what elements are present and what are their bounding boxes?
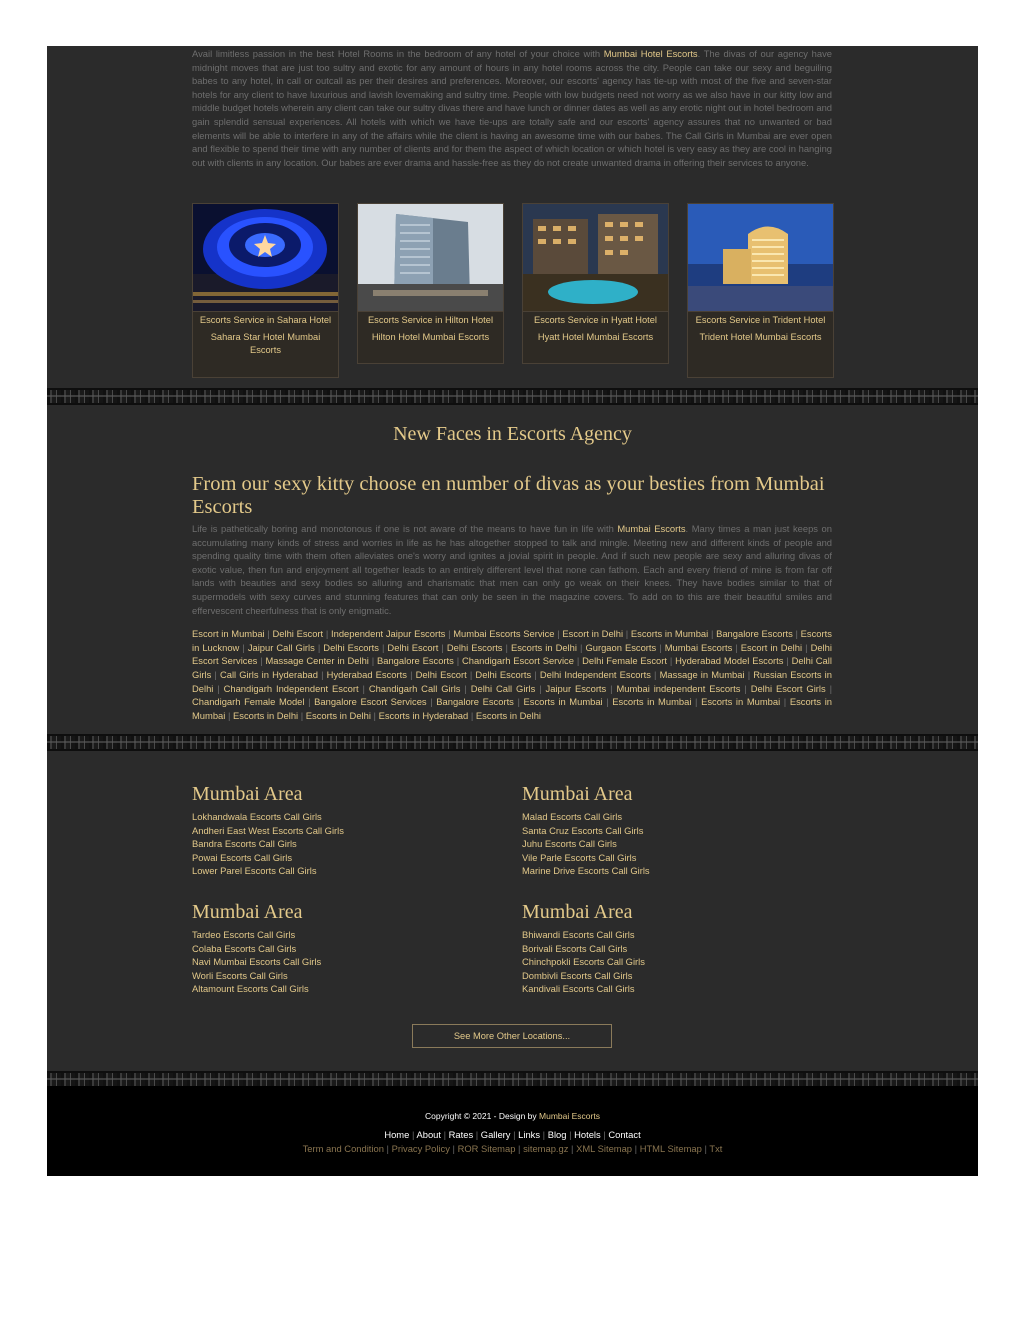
link-separator: | [744, 668, 754, 680]
footer-legal-link[interactable]: Privacy Policy [391, 1143, 450, 1154]
area-link[interactable]: Dombivli Escorts Call Girls [522, 969, 633, 981]
hotel-card-sahara[interactable] [192, 203, 339, 378]
link-separator: | [468, 709, 476, 721]
tag-links [192, 627, 832, 722]
footer-legal-link[interactable]: Txt [709, 1143, 723, 1154]
copyright-link[interactable]: Mumbai Escorts [539, 1111, 600, 1121]
tag-link[interactable]: Escorts in Mumbai [192, 696, 832, 721]
area-block-3 [192, 900, 492, 996]
hotel-card-trident[interactable] [687, 203, 834, 378]
sahara-hotel-image[interactable] [193, 204, 338, 312]
footer-legal-link[interactable]: ROR Sitemap [457, 1143, 516, 1154]
link-separator: | [257, 655, 266, 667]
intro-section [192, 47, 832, 169]
link-separator: | [792, 628, 801, 640]
tag-link[interactable]: Escorts in Mumbai [523, 696, 603, 708]
tag-link[interactable]: Escorts in Hyderabad [378, 709, 469, 721]
area-link[interactable]: Altamount Escorts Call Girls [192, 983, 309, 995]
link-separator: | [780, 696, 790, 708]
hilton-hotel-image[interactable] [358, 204, 503, 312]
hotel-card-subtitle[interactable]: Sahara Star Hotel Mumbai Escorts [210, 331, 321, 356]
hotel-card-title[interactable]: Escorts Service in Hilton Hotel [367, 315, 494, 325]
tag-link[interactable]: Delhi Escorts [475, 668, 532, 680]
link-separator: | [606, 682, 617, 694]
tag-link[interactable]: Hyderabad Escorts [326, 668, 407, 680]
link-separator: | [701, 1143, 710, 1154]
link-separator: | [239, 641, 248, 653]
link-separator: | [323, 628, 332, 640]
tag-link[interactable]: Escorts in Delhi [475, 709, 542, 721]
tag-link[interactable]: Delhi Independent Escorts [539, 668, 651, 680]
area-link[interactable]: Worli Escorts Call Girls [192, 969, 288, 981]
hotel-card-subtitle[interactable]: Hilton Hotel Mumbai Escorts [371, 331, 490, 342]
link-separator: | [708, 628, 717, 640]
link-separator: | [623, 628, 631, 640]
link-separator: | [225, 709, 233, 721]
area-link[interactable]: Santa Cruz Escorts Call Girls [522, 824, 644, 836]
link-separator: | [314, 641, 324, 653]
hotel-card-hilton[interactable] [357, 203, 504, 364]
tag-link[interactable]: Bangalore Escorts [716, 628, 793, 640]
footer-nav [47, 1129, 978, 1140]
tag-link[interactable]: Chandigarh Escort Service [461, 655, 574, 667]
hotel-cards [192, 203, 832, 378]
link-separator: | [535, 682, 546, 694]
tag-link[interactable]: Chandigarh Call Girls [368, 682, 461, 694]
trident-hotel-image[interactable] [688, 204, 833, 312]
new-faces-heading: New Faces in Escorts Agency [393, 423, 632, 445]
tag-link[interactable]: Escorts in Lucknow [192, 628, 832, 653]
footer-nav-link[interactable]: Blog [547, 1129, 567, 1140]
tag-link[interactable]: Jaipur Escorts [545, 682, 607, 694]
new-faces-text: Life is pathetically boring and monotonous if one is not aware of the means to have fun in life with [192, 523, 618, 534]
link-separator: | [502, 641, 511, 653]
link-separator: | [211, 668, 220, 680]
link-separator: | [515, 1143, 524, 1154]
see-more-locations-button[interactable]: See More Other Locations... [412, 1024, 612, 1048]
link-separator: | [406, 668, 416, 680]
tag-link[interactable]: Delhi Female Escort [582, 655, 667, 667]
tag-link[interactable]: Delhi Escort Services [192, 641, 832, 667]
tag-link[interactable]: Escorts in Delhi [510, 641, 577, 653]
footer-nav-link[interactable]: Home [384, 1129, 410, 1140]
mumbai-escorts-link[interactable]: Mumbai Escorts [617, 523, 686, 534]
link-separator: | [449, 1143, 458, 1154]
area-link[interactable]: Juhu Escorts Call Girls [522, 838, 617, 850]
link-separator: | [540, 1129, 548, 1140]
link-separator: | [632, 1143, 640, 1154]
link-separator: | [453, 655, 462, 667]
new-faces-paragraph [192, 522, 832, 617]
link-separator: | [473, 1129, 481, 1140]
link-separator: | [358, 682, 369, 694]
tag-link[interactable]: Escort in Mumbai [192, 628, 265, 640]
tag-link[interactable]: Massage Center in Delhi [265, 655, 369, 667]
tag-link[interactable]: Escorts in Mumbai [612, 696, 692, 708]
copyright-text: Copyright © 2021 - Design by [425, 1111, 540, 1121]
area-heading: Mumbai Area [522, 783, 633, 805]
tag-link[interactable]: Escorts in Mumbai [630, 628, 709, 640]
footer-nav-link[interactable]: Rates [448, 1129, 474, 1140]
area-link[interactable]: Vile Parle Escorts Call Girls [522, 851, 637, 863]
tag-link[interactable]: Gurgaon Escorts [585, 641, 657, 653]
link-separator: | [317, 668, 327, 680]
link-separator: | [304, 696, 315, 708]
link-separator: | [576, 641, 586, 653]
copyright [47, 1111, 978, 1121]
tag-link[interactable]: Massage in Mumbai [659, 668, 745, 680]
link-separator: | [445, 628, 454, 640]
link-separator: | [783, 655, 792, 667]
intro-paragraph [192, 47, 832, 169]
link-separator: | [740, 682, 751, 694]
tag-link[interactable]: Mumbai independent Escorts [616, 682, 741, 694]
link-separator: | [825, 682, 833, 694]
tag-link[interactable]: Russian Escorts in Delhi [192, 668, 832, 694]
link-separator: | [568, 1143, 577, 1154]
area-link[interactable]: Lower Parel Escorts Call Girls [192, 865, 317, 877]
link-separator: | [298, 709, 306, 721]
hotel-card-hyatt[interactable] [522, 203, 669, 364]
area-link[interactable]: Borivali Escorts Call Girls [522, 942, 628, 954]
hotel-card-subtitle[interactable]: Trident Hotel Mumbai Escorts [699, 331, 822, 342]
link-separator: | [460, 682, 471, 694]
new-faces-text-end: . Many times a man just keeps on accumulating many kinds of stress and worries in life as he has altogether stopped to talk and mingle. Meeting new and different kinds of people and spending quality time with them often alleviates one's worry and ignites a jovial spirit in people. And if such new people are sexy and alluring divas of exotic value, then fun and enjoyment all together leads to an entirely different level that none can fathom. Each and every friend of mine is from far off lands with beauties and sexy bodies so alluring and charismatic that men can only go weak on their knees. They have bodies similar to that of supermodels with sexy curves and stunning features that can only be seen in the magazine covers. To add on to this are their beautiful smiles and effervescent cheerfulness that is only enigmatic. [192, 523, 832, 616]
tag-link[interactable]: Hyderabad Model Escorts [675, 655, 784, 667]
link-separator: | [602, 696, 613, 708]
area-link[interactable]: Andheri East West Escorts Call Girls [192, 824, 344, 836]
hyatt-hotel-image[interactable] [523, 204, 668, 312]
tag-link[interactable]: Escorts in Delhi [233, 709, 299, 721]
link-separator: | [213, 682, 224, 694]
tag-link[interactable]: Delhi Escorts [323, 641, 379, 653]
link-separator: | [573, 655, 583, 667]
link-separator: | [513, 696, 524, 708]
footer-legal-link[interactable]: sitemap.gz [523, 1143, 569, 1154]
tag-link[interactable]: Bangalore Escorts [436, 696, 514, 708]
area-link[interactable]: Bandra Escorts Call Girls [192, 838, 297, 850]
tag-link[interactable]: Jaipur Call Girls [247, 641, 315, 653]
tag-link[interactable]: Call Girls in Hyderabad [219, 668, 318, 680]
footer-legal-links [47, 1143, 978, 1154]
area-link[interactable]: Tardeo Escorts Call Girls [192, 929, 296, 940]
footer-nav-link[interactable]: Contact [608, 1129, 641, 1140]
tag-link[interactable]: Delhi Escort [272, 628, 324, 640]
tag-link[interactable]: Delhi Escort [415, 668, 467, 680]
link-separator: | [264, 628, 273, 640]
area-heading: Mumbai Area [522, 901, 633, 923]
tag-link[interactable]: Delhi Escort Girls [750, 682, 826, 694]
tag-link[interactable]: Bangalore Escorts [377, 655, 454, 667]
area-link[interactable]: Bhiwandi Escorts Call Girls [522, 929, 635, 940]
link-separator: | [426, 696, 437, 708]
tag-link[interactable]: Escorts in Delhi [305, 709, 371, 721]
link-separator: | [466, 668, 476, 680]
area-link[interactable]: Navi Mumbai Escorts Call Girls [192, 956, 322, 968]
footer-nav-link[interactable]: Hotels [574, 1129, 601, 1140]
tag-link[interactable]: Mumbai Escorts [664, 641, 733, 653]
link-separator: | [554, 628, 563, 640]
tag-link[interactable]: Delhi Call Girls [470, 682, 536, 694]
link-separator: | [650, 668, 660, 680]
section-divider [47, 388, 978, 405]
link-separator: | [666, 655, 676, 667]
intro-text-end: . The divas of our agency have midnight moves that are just too sultry and exotic for any amount of hours in any hotel rooms across the city. People can take our sexy and beguiling babes to any hotel, in call or outcall as per their desires and preferences. Moreover, our escorts' agency has tie-up with most of the five and seven-star hotels for any client to have luxurious and lavish lovemaking and sultry time. People with low budgets need not worry as we also have in our kitty low and middle budget hotels wherein any client can take our sultry divas there and have lunch or dinner dates as well as any erotic night out in hotel bedroom and gain splendid sensual experiences. All hotels with which we have tie-ups are totally safe and our escorts' agency assures that no unwanted or bad elements will be able to interfere in any of the affairs while the client is having an awesome time with our babes. The Call Girls in Mumbai are ever open and flexible to spend their time with any number of clients and for them the aspect of which location or which hotel is very easy as they are cool in hanging out with clients in any location. Our babes are ever drama and hassle-free as they do not create unwanted drama in offering their services to anyone. [192, 48, 832, 168]
area-heading: Mumbai Area [192, 901, 303, 923]
area-block-1 [192, 782, 492, 878]
footer-legal-link[interactable]: Term and Condition [302, 1143, 384, 1154]
tag-link[interactable]: Bangalore Escort Services [314, 696, 427, 708]
hotel-card-subtitle[interactable]: Hyatt Hotel Mumbai Escorts [537, 331, 654, 342]
area-block-4 [522, 900, 822, 996]
area-heading: Mumbai Area [192, 783, 303, 805]
footer-nav-link[interactable]: Gallery [480, 1129, 511, 1140]
link-separator: | [438, 641, 447, 653]
tag-link[interactable]: Escort in Delhi [740, 641, 803, 653]
tag-link[interactable]: Escorts in Mumbai [701, 696, 781, 708]
tag-link[interactable]: Chandigarh Female Model [192, 696, 305, 708]
footer-legal-link[interactable]: HTML Sitemap [639, 1143, 702, 1154]
area-link[interactable]: Chinchpokli Escorts Call Girls [522, 956, 645, 968]
new-faces-section [192, 473, 832, 722]
link-separator: | [378, 641, 388, 653]
tag-link[interactable]: Mumbai Escorts Service [453, 628, 555, 640]
link-separator: | [802, 641, 811, 653]
link-separator: | [566, 1129, 575, 1140]
hotel-card-title[interactable]: Escorts Service in Sahara Hotel [199, 315, 332, 325]
tag-link[interactable]: Independent Jaipur Escorts [331, 628, 446, 640]
hotel-card-title[interactable]: Escorts Service in Hyatt Hotel [534, 315, 657, 325]
tag-link[interactable]: Chandigarh Independent Escort [223, 682, 359, 694]
link-separator: | [370, 709, 379, 721]
footer [47, 1086, 978, 1176]
tag-link[interactable]: Delhi Call Girls [192, 655, 832, 680]
footer-nav-link[interactable]: About [416, 1129, 441, 1140]
link-separator: | [409, 1129, 417, 1140]
hotel-card-title[interactable]: Escorts Service in Trident Hotel [695, 315, 826, 325]
footer-nav-link[interactable]: Links [518, 1129, 541, 1140]
tag-link[interactable]: Delhi Escorts [446, 641, 503, 653]
page [47, 46, 978, 1176]
intro-text: Avail limitless passion in the best Hotel Rooms in the bedroom of any hotel of your choice with [192, 48, 604, 59]
link-separator: | [368, 655, 377, 667]
link-separator: | [440, 1129, 449, 1140]
section-divider [47, 734, 978, 751]
tag-link[interactable]: Delhi Escort [387, 641, 439, 653]
link-separator: | [691, 696, 702, 708]
link-separator: | [732, 641, 741, 653]
new-faces-subheading: From our sexy kitty choose en number of divas as your besties from Mumbai Escorts [192, 473, 825, 518]
area-link[interactable]: Malad Escorts Call Girls [522, 811, 623, 822]
link-separator: | [656, 641, 665, 653]
area-link[interactable]: Colaba Escorts Call Girls [192, 942, 297, 954]
area-link[interactable]: Kandivali Escorts Call Girls [522, 983, 635, 995]
link-separator: | [531, 668, 540, 680]
area-link[interactable]: Marine Drive Escorts Call Girls [522, 865, 650, 877]
tag-link[interactable]: Escort in Delhi [562, 628, 624, 640]
footer-legal-link[interactable]: XML Sitemap [576, 1143, 633, 1154]
link-separator: | [383, 1143, 392, 1154]
link-separator: | [600, 1129, 609, 1140]
area-block-2 [522, 782, 822, 878]
link-separator: | [510, 1129, 519, 1140]
area-link[interactable]: Powai Escorts Call Girls [192, 851, 293, 863]
area-link[interactable]: Lokhandwala Escorts Call Girls [192, 811, 322, 822]
mumbai-hotel-escorts-link[interactable]: Mumbai Hotel Escorts [603, 48, 698, 59]
